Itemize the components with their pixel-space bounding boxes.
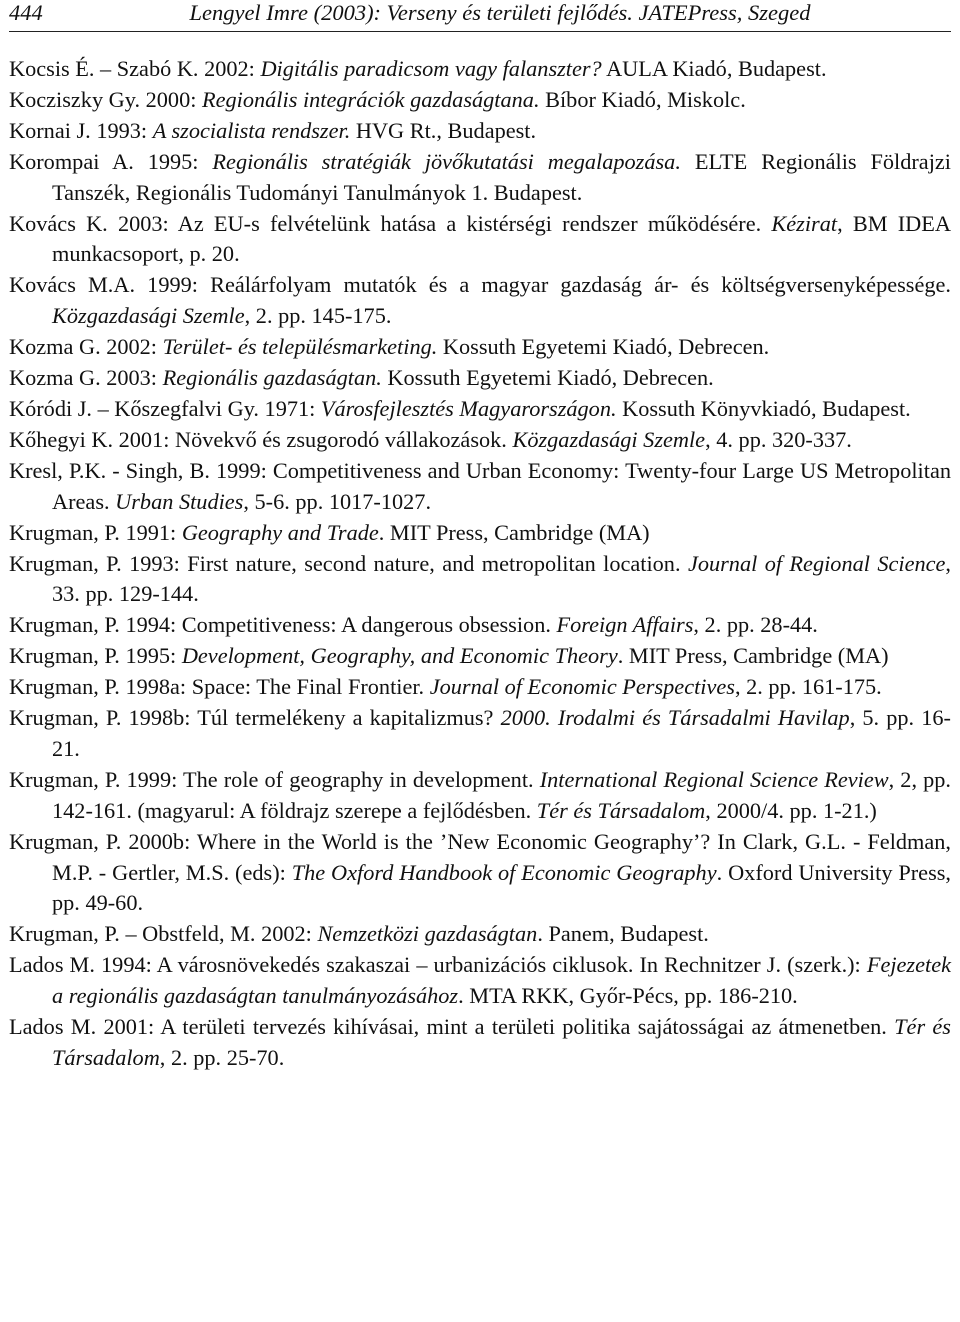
reference-entry <box>9 270 951 332</box>
reference-italic-text: Terület- és településmarketing. <box>162 334 438 360</box>
reference-text: , BM IDEA munkacsoport, p. 20. <box>52 210 951 267</box>
reference-italic-text: International Regional Science Review <box>539 766 889 792</box>
reference-entry <box>9 610 951 641</box>
reference-italic-text: Development, Geography, and Economic Theory <box>181 643 618 669</box>
reference-text: . MTA RKK, Győr-Pécs, pp. 186-210. <box>458 983 798 1009</box>
reference-italic-text: Tér és Társadalom <box>536 797 706 823</box>
reference-entry <box>9 85 951 116</box>
reference-text: Kocziszky Gy. 2000: <box>9 86 202 112</box>
reference-text: Bíbor Kiadó, Miskolc. <box>539 86 746 112</box>
reference-text: , 4. pp. 320-337. <box>705 426 852 452</box>
reference-text: Kossuth Könyvkiadó, Budapest. <box>616 395 911 421</box>
reference-entry <box>9 147 951 209</box>
reference-entry <box>9 425 951 456</box>
reference-italic-text: Geography and Trade <box>181 519 379 545</box>
reference-entry <box>9 672 951 703</box>
reference-text: Krugman, P. 1999: The role of geography in development. <box>9 766 540 792</box>
page-number: 444 <box>9 0 43 25</box>
reference-text: , 5-6. pp. 1017-1027. <box>243 488 432 514</box>
reference-italic-text: Nemzetközi gazdaságtan <box>317 921 538 947</box>
reference-text: . MIT Press, Cambridge (MA) <box>378 519 650 545</box>
reference-text: Kossuth Egyetemi Kiadó, Debrecen. <box>437 334 770 360</box>
reference-italic-text: Foreign Affairs <box>556 612 694 638</box>
reference-text: Lados M. 1994: A városnövekedés szakaszai – urbanizációs ciklusok. In Rechnitzer J. (szerk.): <box>9 952 867 978</box>
reference-text: Kornai J. 1993: <box>9 117 153 143</box>
reference-list <box>9 54 951 1074</box>
reference-text: , 2. pp. 161-175. <box>734 674 882 700</box>
reference-italic-text: Városfejlesztés Magyarországon. <box>320 395 617 421</box>
reference-text: , 2. pp. 28-44. <box>693 612 818 638</box>
reference-text: Kovács M.A. 1999: Reálárfolyam mutatók és a magyar gazdaság ár- és költségversenyképessége. <box>9 272 951 298</box>
reference-text: Krugman, P. 1991: <box>9 519 182 545</box>
reference-text: Krugman, P. 1998a: Space: The Final Frontier. <box>9 674 430 700</box>
reference-text: Kőhegyi K. 2001: Növekvő és zsugorodó vállakozások. <box>9 426 513 452</box>
reference-italic-text: 2000. Irodalmi és Társadalmi Havilap <box>500 705 850 731</box>
reference-text: Kozma G. 2002: <box>9 334 163 360</box>
reference-text: Krugman, P. 1993: First nature, second nature, and metropolitan location. <box>9 550 688 576</box>
reference-entry <box>9 703 951 765</box>
reference-entry <box>9 950 951 1012</box>
reference-text: Kozma G. 2003: <box>9 365 163 391</box>
reference-italic-text: Közgazdasági Szemle <box>512 426 706 452</box>
reference-entry <box>9 549 951 611</box>
reference-italic-text: Regionális integrációk gazdaságtana. <box>202 86 540 112</box>
reference-text: Lados M. 2001: A területi tervezés kihívásai, mint a területi politika sajátosságai az átmenetben. <box>9 1014 895 1040</box>
reference-text: AULA Kiadó, Budapest. <box>601 56 827 81</box>
reference-italic-text: Digitális paradicsom vagy falanszter? <box>260 56 602 81</box>
reference-text: . Panem, Budapest. <box>537 921 709 947</box>
reference-entry <box>9 363 951 394</box>
reference-entry <box>9 332 951 363</box>
reference-text: Kresl, P.K. - Singh, B. 1999: Competitiveness and Urban Economy: Twenty-four Large US Metropolitan Areas. <box>9 457 951 514</box>
reference-entry <box>9 1012 951 1074</box>
reference-text: . Oxford University Press, pp. 49-60. <box>52 859 952 916</box>
reference-entry <box>9 209 951 271</box>
reference-text: Kóródi J. – Kőszegfalvi Gy. 1971: <box>9 395 321 421</box>
reference-text: Krugman, P. 1994: Competitiveness: A dangerous obsession. <box>9 612 557 638</box>
reference-text: Krugman, P. 1998b: Túl termelékeny a kapitalizmus? <box>9 705 501 731</box>
reference-text: , 2000/4. pp. 1-21.) <box>705 797 877 823</box>
reference-entry <box>9 116 951 147</box>
reference-text: , 33. pp. 129-144. <box>52 550 951 607</box>
reference-text: , 5. pp. 16-21. <box>52 705 951 761</box>
reference-italic-text: Regionális stratégiák jövőkutatási megalapozása. <box>212 148 681 174</box>
reference-italic-text: Tér és Társadalom <box>52 1014 951 1070</box>
reference-text: , 2. pp. 145-175. <box>244 303 392 329</box>
reference-italic-text: Kézirat <box>771 210 838 236</box>
reference-entry <box>9 456 951 518</box>
reference-entry <box>9 827 951 920</box>
reference-text: , 2. pp. 25-70. <box>159 1045 285 1070</box>
reference-text: Kocsis É. – Szabó K. 2002: <box>9 56 261 81</box>
reference-italic-text: Journal of Economic Perspectives <box>429 674 735 700</box>
reference-text: ELTE Regionális Földrajzi Tanszék, Regionális Tudományi Tanulmányok 1. Budapest. <box>52 148 951 205</box>
reference-text: . MIT Press, Cambridge (MA) <box>617 643 889 669</box>
reference-entry <box>9 765 951 827</box>
running-header <box>9 0 951 32</box>
reference-italic-text: Urban Studies <box>115 488 244 514</box>
reference-italic-text: A szocialista rendszer. <box>152 117 351 143</box>
reference-text: Kossuth Egyetemi Kiadó, Debrecen. <box>381 365 714 391</box>
reference-text: Krugman, P. 1995: <box>9 643 182 669</box>
reference-text: Krugman, P. – Obstfeld, M. 2002: <box>9 921 318 947</box>
reference-text: Kovács K. 2003: Az EU-s felvételünk hatása a kistérségi rendszer működésére. <box>9 210 772 236</box>
reference-entry <box>9 394 951 425</box>
reference-entry <box>9 641 951 672</box>
running-title: Lengyel Imre (2003): Verseny és területi fejlődés. JATEPress, Szeged <box>189 0 811 25</box>
reference-text: Korompai A. 1995: <box>9 148 213 174</box>
reference-entry <box>9 518 951 549</box>
reference-italic-text: Fejezetek a regionális gazdaságtan tanulmányozásához <box>52 952 951 1009</box>
reference-text: Krugman, P. 2000b: Where in the World is the ’New Economic Geography’? In Clark, G.L. - Feldman, M.P. - Gertler, M.S. (eds): <box>9 828 951 885</box>
reference-text: , 2, pp. 142-161. (magyarul: A földrajz szerepe a fejlődésben. <box>52 766 951 823</box>
reference-entry <box>9 54 951 85</box>
reference-italic-text: Közgazdasági Szemle <box>52 303 245 329</box>
reference-italic-text: Regionális gazdaságtan. <box>162 365 382 391</box>
reference-italic-text: The Oxford Handbook of Economic Geography <box>291 859 717 885</box>
reference-text: HVG Rt., Budapest. <box>350 117 537 143</box>
reference-entry <box>9 919 951 950</box>
reference-italic-text: Journal of Regional Science <box>687 550 946 576</box>
